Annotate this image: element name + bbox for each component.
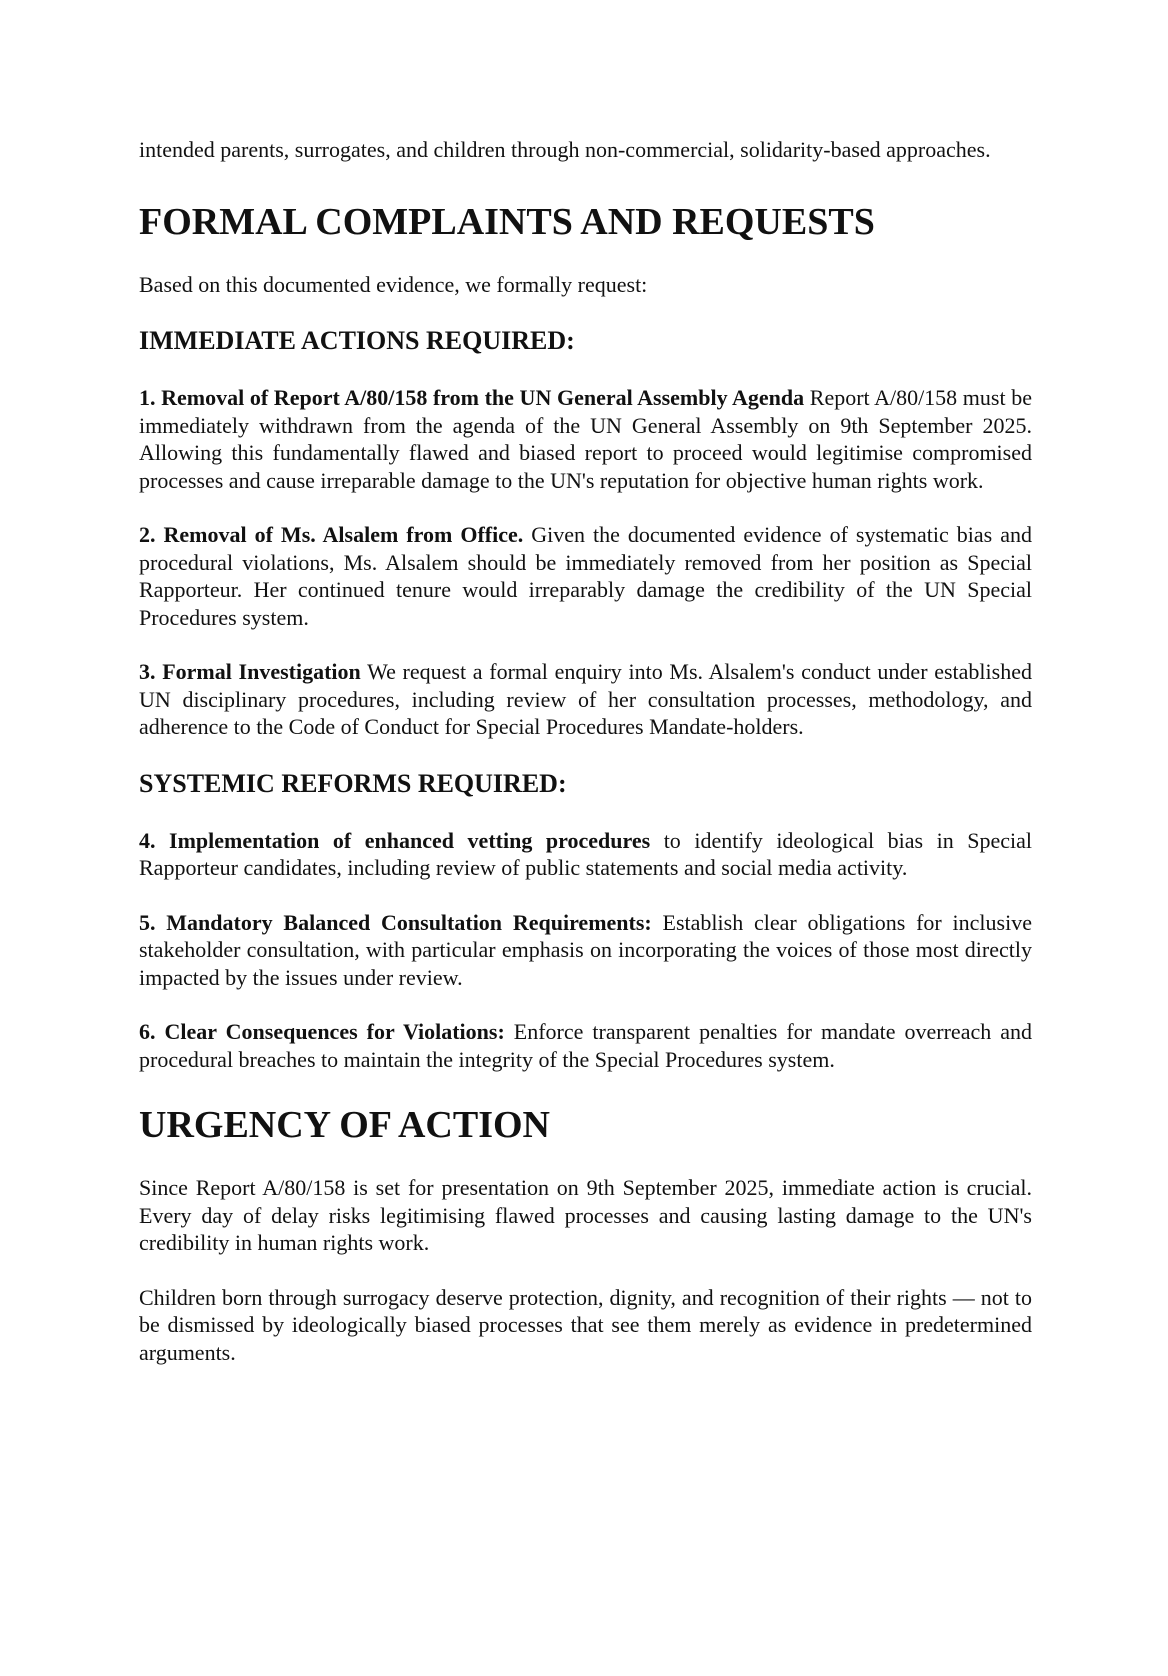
request-item-2 [139, 521, 1032, 631]
request-item-3 [139, 658, 1032, 741]
subheading-systemic-reforms: SYSTEMIC REFORMS REQUIRED: [139, 768, 567, 798]
request-item-4-text: to identify ideological bias in Special Rapporteur candidates, including review of public statements and social media activity. [139, 827, 1032, 880]
request-item-2-title: 2. Removal of Ms. Alsalem from Office. [139, 522, 524, 547]
request-item-6-title: 6. Clear Consequences for Violations: [139, 1019, 505, 1044]
request-item-3-title: 3. Formal Investigation [139, 659, 361, 684]
section-lead: Based on this documented evidence, we formally request: [139, 271, 648, 297]
request-item-1-title: 1. Removal of Report A/80/158 from the UN General Assembly Agenda [139, 385, 805, 410]
request-item-6 [139, 1018, 1032, 1073]
request-item-2-text: Given the documented evidence of systematic bias and procedural violations, Ms. Alsalem should be immediately removed from her position as Special Rapporteur. Her continued tenure would irreparably damage the credibility of the UN Special Procedures system. [139, 522, 1032, 630]
urgency-paragraph-2: Children born through surrogacy deserve protection, dignity, and recognition of their rights — not to be dismissed by ideologically biased processes that see them merely as evidence in predetermined arguments. [139, 1284, 1032, 1365]
request-item-5-title: 5. Mandatory Balanced Consultation Requirements: [139, 909, 652, 935]
request-item-5 [139, 909, 1032, 992]
document-page [139, 136, 1032, 1366]
section-heading-formal-complaints: FORMAL COMPLAINTS AND REQUESTS [139, 200, 875, 243]
request-item-5-text: Establish clear obligations for inclusive stakeholder consultation, with particular emphasis on incorporating the voices of those most directly impacted by the issues under review. [139, 909, 1032, 990]
request-item-6-text: Enforce transparent penalties for mandate overreach and procedural breaches to maintain the integrity of the Special Procedures system. [139, 1019, 1032, 1072]
subheading-immediate-actions: IMMEDIATE ACTIONS REQUIRED: [139, 326, 575, 355]
request-item-4-title: 4. Implementation of enhanced vetting procedures [139, 827, 651, 853]
request-item-4 [139, 827, 1032, 882]
intro-paragraph: intended parents, surrogates, and children through non-commercial, solidarity-based approaches. [139, 137, 991, 162]
urgency-paragraph-1: Since Report A/80/158 is set for presentation on 9th September 2025, immediate action is crucial. Every day of delay risks legitimising flawed processes and causing lasting damage to the UN's credibility in human rights work. [139, 1175, 1032, 1255]
request-item-1-text: Report A/80/158 must be immediately withdrawn from the agenda of the UN General Assembly on 9th September 2025. Allowing this fundamentally flawed and biased report to proceed would legitimise compromised processes and cause irreparable damage to the UN's reputation for objective human rights work. [139, 385, 1032, 493]
request-item-1 [139, 384, 1032, 494]
section-heading-urgency: URGENCY OF ACTION [139, 1104, 550, 1146]
request-item-3-text: We request a formal enquiry into Ms. Alsalem's conduct under established UN disciplinary procedures, including review of her consultation processes, methodology, and adherence to the Code of Conduct for Special Procedures Mandate-holders. [139, 659, 1032, 739]
